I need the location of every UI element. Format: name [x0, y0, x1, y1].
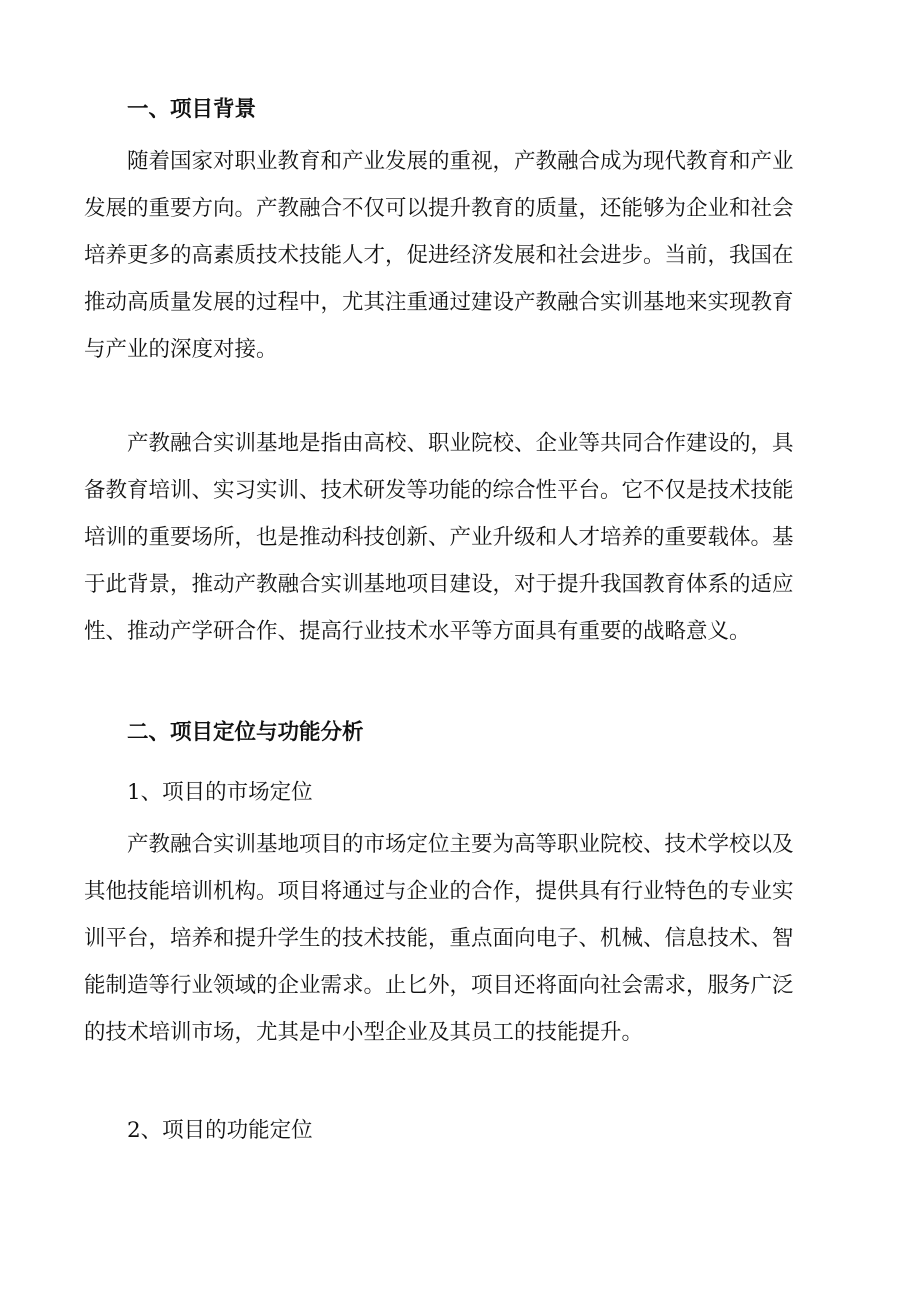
paragraph-line: 其他技能培训机构。项目将通过与企业的合作，提供具有行业特色的专业实 [84, 879, 794, 904]
paragraph-line: 训平台，培养和提升学生的技术技能，重点面向电子、机械、信息技术、智 [84, 926, 794, 951]
subsection-1-heading: 1、项目的市场定位 [127, 780, 313, 805]
section-1-paragraph-1 [84, 138, 844, 373]
paragraph-line: 发展的重要方向。产教融合不仅可以提升教育的质量，还能够为企业和社会 [84, 196, 794, 221]
paragraph-line: 与产业的深度对接。 [84, 337, 278, 362]
paragraph-line: 备教育培训、实习实训、技术研发等功能的综合性平台。它不仅是技术技能 [84, 478, 794, 503]
paragraph-line: 于此背景，推动产教融合实训基地项目建设，对于提升我国教育体系的适应 [84, 572, 794, 597]
paragraph-line: 能制造等行业领域的企业需求。止匕外，项目还将面向社会需求，服务广泛 [84, 973, 794, 998]
subsection-1-paragraph [84, 821, 844, 1056]
section-1-paragraph-2 [84, 420, 844, 655]
section-2-heading: 二、项目定位与功能分析 [127, 720, 364, 745]
paragraph-line: 随着国家对职业教育和产业发展的重视，产教融合成为现代教育和产业 [127, 149, 794, 174]
paragraph-line: 推动高质量发展的过程中，尤其注重通过建设产教融合实训基地来实现教育 [84, 290, 794, 315]
paragraph-line: 培训的重要场所，也是推动科技创新、产业升级和人才培养的重要载体。基 [84, 525, 794, 550]
subsection-2-heading: 2、项目的功能定位 [127, 1118, 313, 1143]
paragraph-line: 的技术培训市场，尤其是中小型企业及其员工的技能提升。 [84, 1020, 644, 1045]
paragraph-line: 性、推动产学研合作、提高行业技术水平等方面具有重要的战略意义。 [84, 619, 751, 644]
paragraph-line: 培养更多的高素质技术技能人才，促进经济发展和社会进步。当前，我国在 [84, 243, 794, 268]
section-1-heading: 一、项目背景 [127, 97, 257, 122]
paragraph-line: 产教融合实训基地是指由高校、职业院校、企业等共同合作建设的，具 [127, 431, 794, 456]
paragraph-line: 产教融合实训基地项目的市场定位主要为高等职业院校、技术学校以及 [127, 832, 794, 857]
